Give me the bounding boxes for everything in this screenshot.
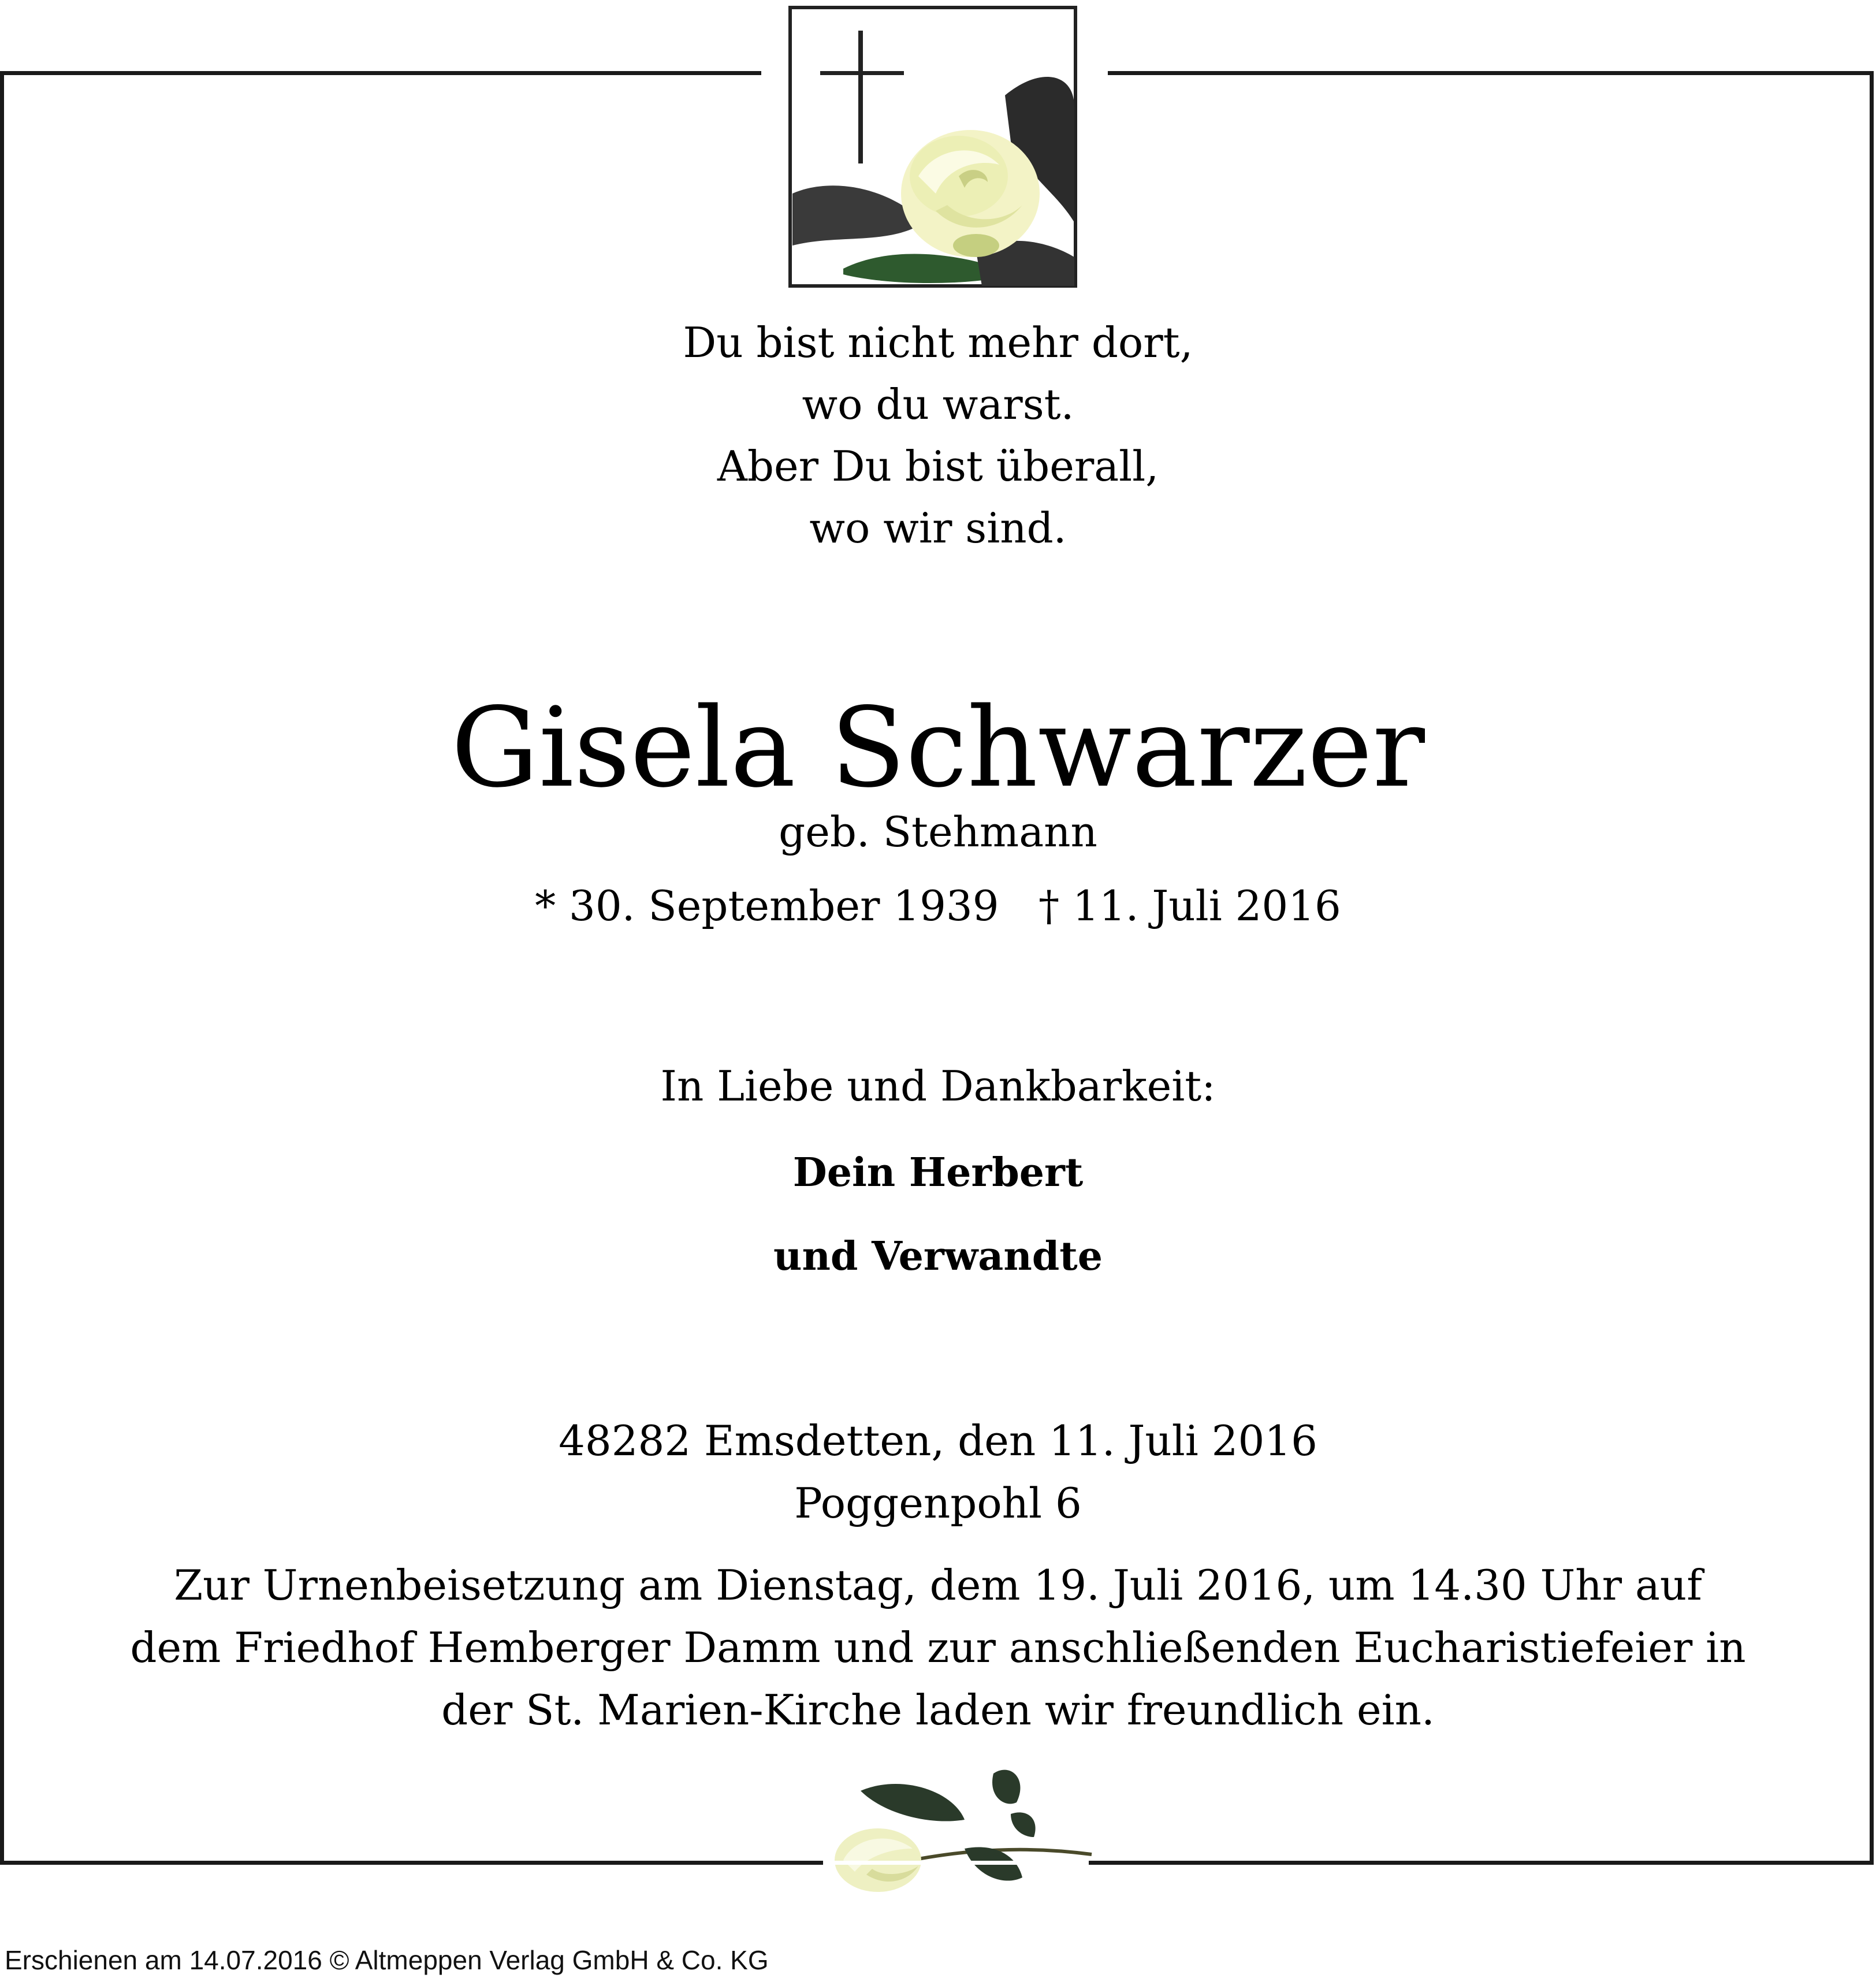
deceased-name: Gisela Schwarzer <box>451 684 1425 812</box>
signer-primary: Dein Herbert <box>792 1150 1084 1196</box>
poem-line: wo du warst. <box>802 380 1074 429</box>
rose-icon <box>820 1756 1097 1901</box>
poem-line: Du bist nicht mehr dort, <box>683 318 1193 367</box>
invitation-line: dem Friedhof Hemberger Damm und zur anschließenden Eucharistiefeier in <box>130 1623 1746 1672</box>
poem-line: Aber Du bist überall, <box>717 442 1159 490</box>
invitation-line: Zur Urnenbeisetzung am Dienstag, dem 19. Juli 2016, um 14.30 Uhr auf <box>174 1561 1702 1609</box>
frame-bottom-gap <box>823 1861 1089 1865</box>
poem <box>0 312 1876 559</box>
cross-rose-icon <box>786 3 1080 289</box>
frame-top-left <box>0 71 761 75</box>
signer-secondary: und Verwandte <box>773 1233 1103 1280</box>
frame-bottom-right <box>1089 1861 1874 1865</box>
publication-footer: Erschienen am 14.07.2016 © Altmeppen Verlag GmbH & Co. KG <box>5 1945 769 1975</box>
place-date: 48282 Emsdetten, den 11. Juli 2016 <box>559 1416 1317 1465</box>
maiden-name: geb. Stehmann <box>779 808 1097 856</box>
invitation-line: der St. Marien-Kirche laden wir freundlich ein. <box>441 1686 1435 1734</box>
dedication: In Liebe und Dankbarkeit: <box>660 1062 1216 1110</box>
frame-bottom-left <box>0 1861 823 1865</box>
street-address: Poggenpohl 6 <box>794 1479 1082 1527</box>
funeral-invitation <box>0 1554 1876 1741</box>
frame-top-right <box>1108 71 1874 75</box>
poem-line: wo wir sind. <box>809 504 1067 552</box>
life-dates: * 30. September 1939 † 11. Juli 2016 <box>535 882 1341 930</box>
